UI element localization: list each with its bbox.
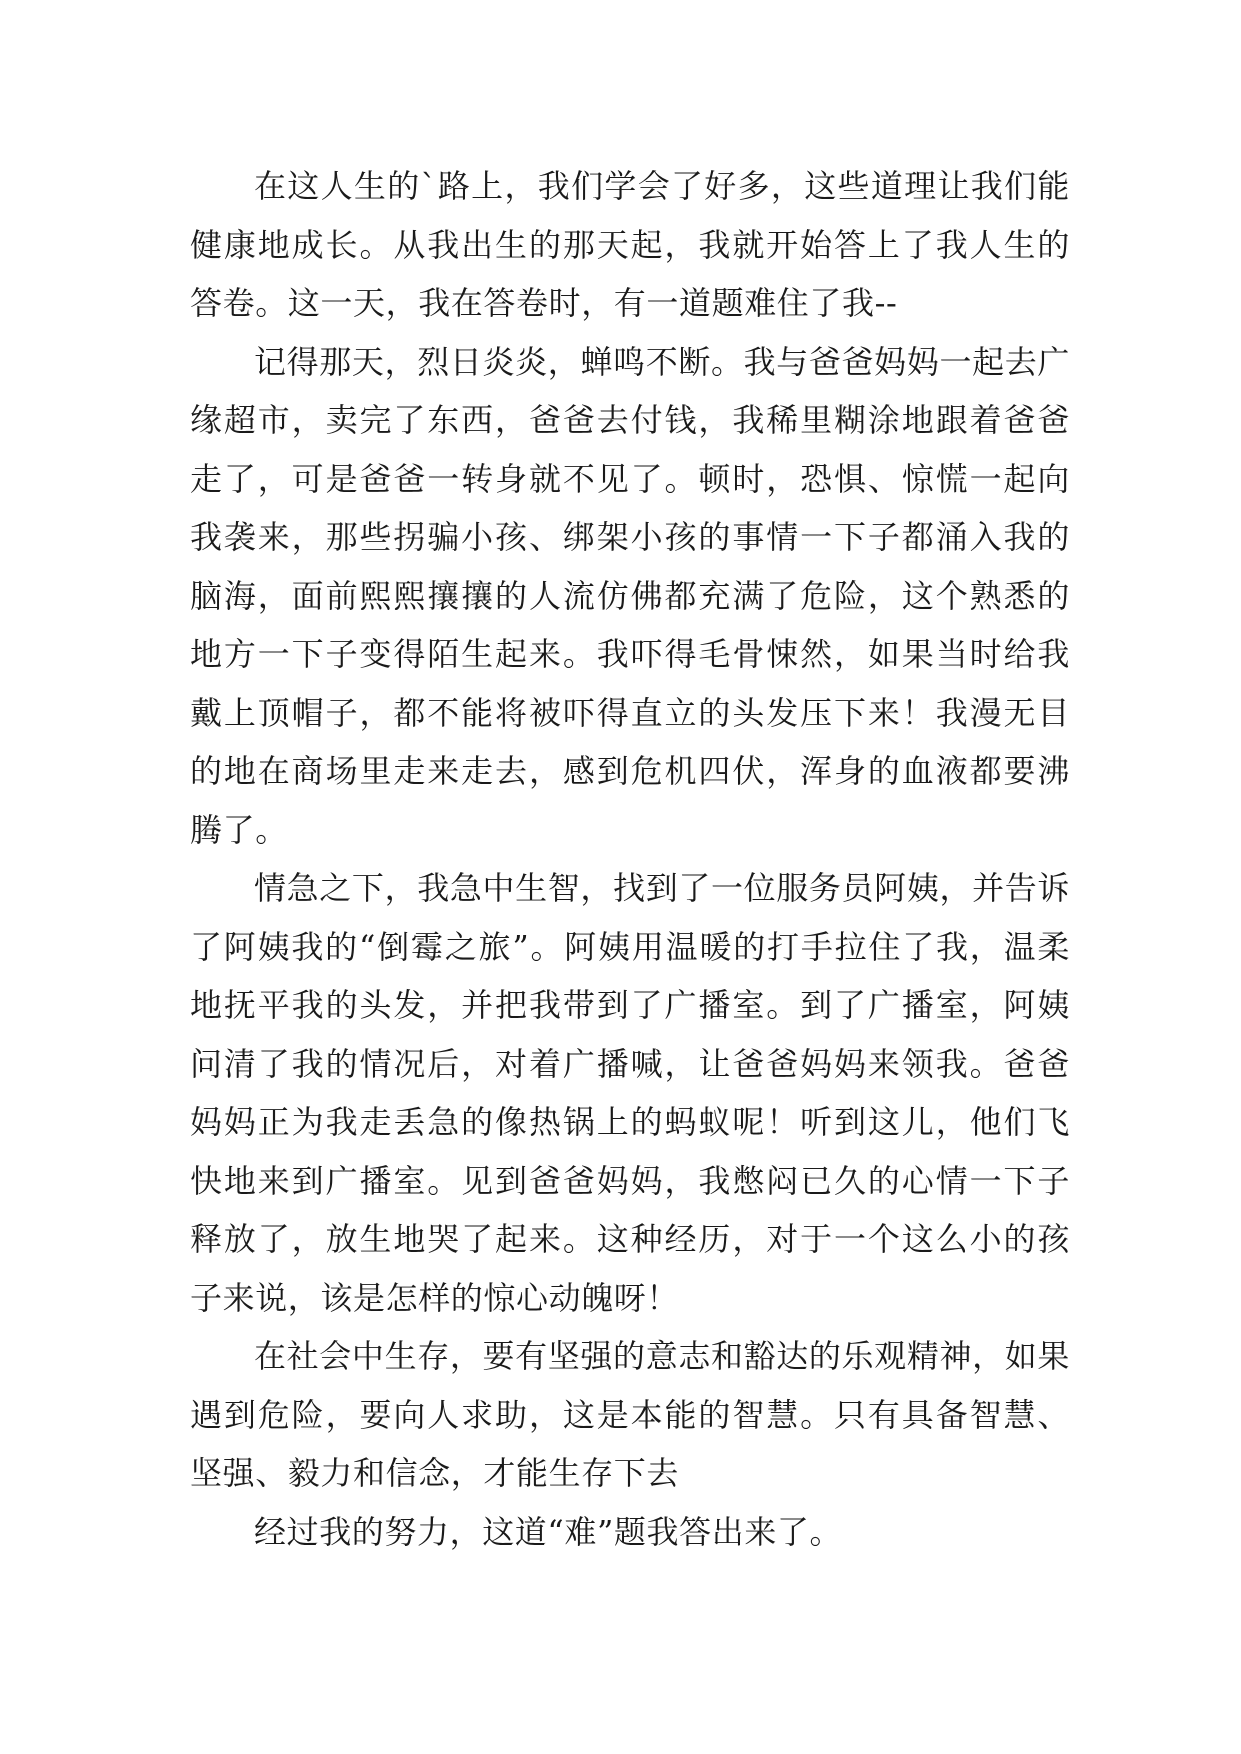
paragraph-4: 在社会中生存，要有坚强的意志和豁达的乐观精神，如果遇到危险，要向人求助，这是本能的智慧。只有具备智慧、坚强、毅力和信念，才能生存下去: [190, 1337, 1070, 1492]
paragraph-3: 情急之下，我急中生智，找到了一位服务员阿姨，并告诉了阿姨我的“倒霉之旅”。阿姨用温暖的打手拉住了我，温柔地抚平我的头发，并把我带到了广播室。到了广播室，阿姨问清了我的情况后，对着广播喊，让爸爸妈妈来领我。爸爸妈妈正为我走丢急的像热锅上的蚂蚁呢！听到这儿，他们飞快地来到广播室。见到爸爸妈妈，我憋闷已久的心情一下子释放了，放生地哭了起来。这种经历，对于一个这么小的孩子来说，该是怎样的惊心动魄呀！: [190, 869, 1070, 1317]
paragraph-1: 在这人生的`路上，我们学会了好多，这些道理让我们能健康地成长。从我出生的那天起，我就开始答上了我人生的答卷。这一天，我在答卷时，有一道题难住了我--: [190, 167, 1070, 322]
document-body: [190, 157, 1070, 1561]
paragraph-2: 记得那天，烈日炎炎，蝉鸣不断。我与爸爸妈妈一起去广缘超市，卖完了东西，爸爸去付钱，我稀里糊涂地跟着爸爸走了，可是爸爸一转身就不见了。顿时，恐惧、惊慌一起向我袭来，那些拐骗小孩、绑架小孩的事情一下子都涌入我的脑海，面前熙熙攘攘的人流仿佛都充满了危险，这个熟悉的地方一下子变得陌生起来。我吓得毛骨悚然，如果当时给我戴上顶帽子，都不能将被吓得直立的头发压下来！我漫无目的地在商场里走来走去，感到危机四伏，浑身的血液都要沸腾了。: [190, 342, 1070, 849]
paragraph-5: 经过我的努力，这道“难”题我答出来了。: [254, 1512, 843, 1551]
